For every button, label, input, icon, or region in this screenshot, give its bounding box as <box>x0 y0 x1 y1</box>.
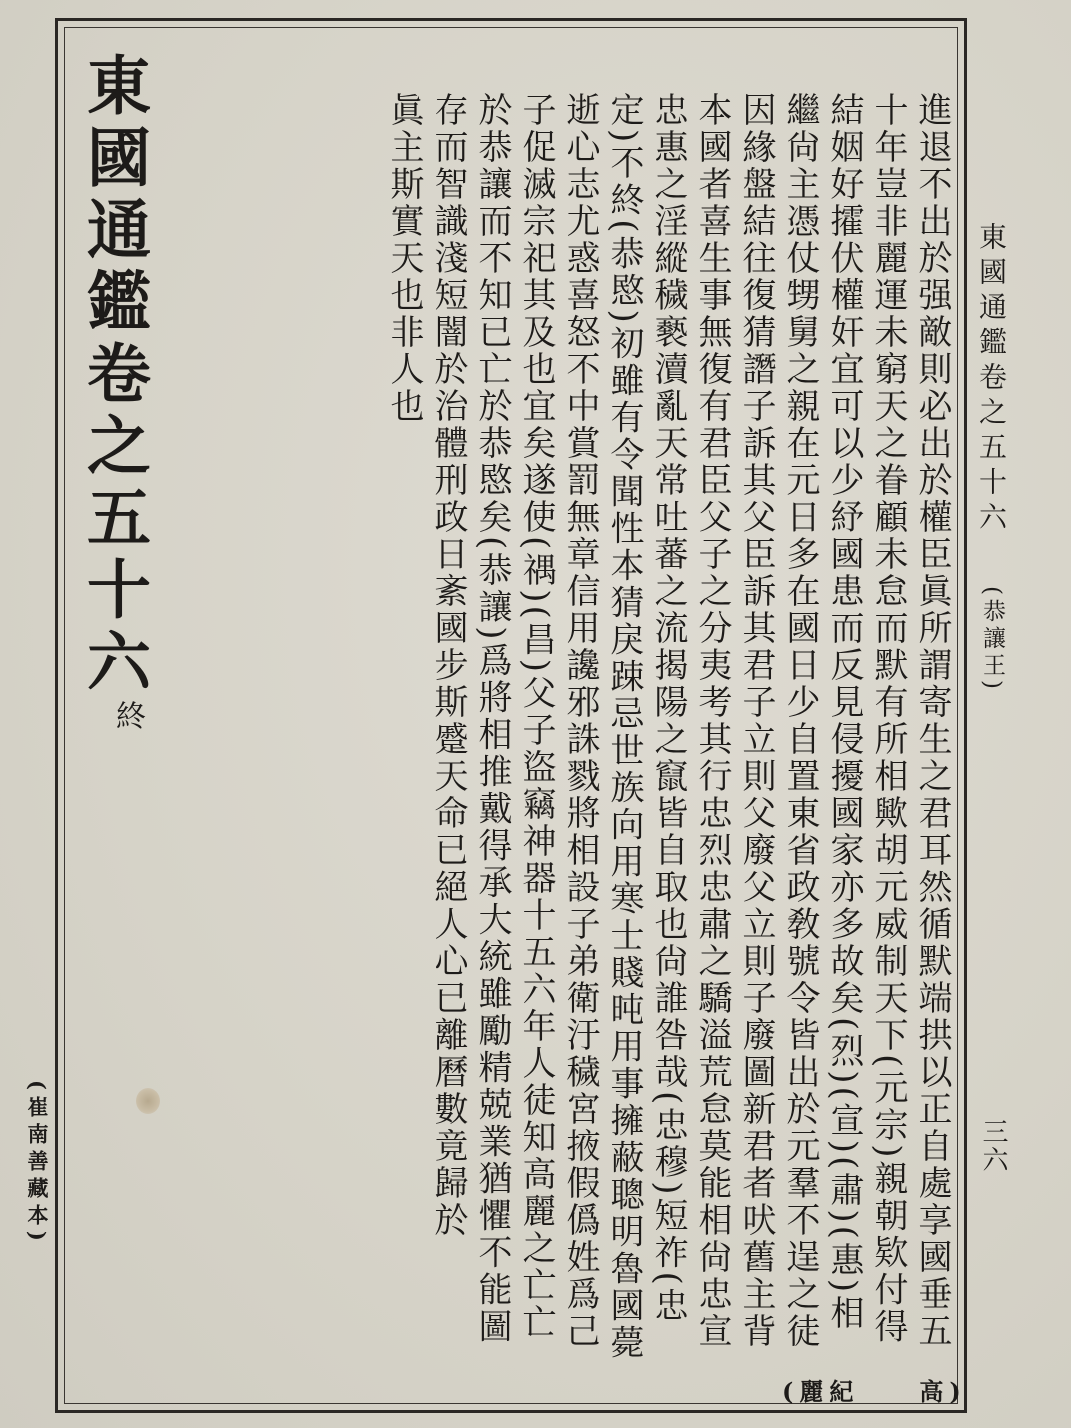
volume-title: 東國通鑑卷之五十六 <box>76 52 151 700</box>
text-column: 本國者喜生事無復有君臣父子之分夷考其行忠烈忠肅之驕溢荒怠莫能相尙忠宣 <box>692 92 732 1350</box>
text-column: 結姻好攉伏權奸宜可以少紓國患而反見侵擾國家亦多故矣(烈)(宣)(肅)(惠)相 <box>824 92 864 1333</box>
page-number: 三六 <box>978 1118 1008 1174</box>
text-column: 因緣盤結往復猜譖子訴其父臣訴其君子立則父廢父立則子廢圖新君者吠舊主背 <box>736 92 776 1350</box>
footer-label: (麗紀 高) <box>782 1377 967 1406</box>
paper-stain <box>136 1088 160 1114</box>
text-column: 子促滅宗祀其及也宜矣遂使(禑)(昌)父子盜竊神器十五六年人徒知高麗之亡亡 <box>516 92 556 1342</box>
text-column: 進退不出於强敵則必出於權臣眞所謂寄生之君耳然循默端拱以正自處享國垂五 <box>912 92 952 1350</box>
running-title: 東國通鑑卷之五十六 <box>975 222 1008 537</box>
text-column: 眞主斯實天也非人也 <box>384 92 424 425</box>
collection-mark: (崔南善藏本) <box>25 1080 50 1247</box>
text-column: 十年豈非麗運未窮天之眷顧未怠而默有所相歟胡元威制天下(元宗)親朝欵付得 <box>868 92 908 1346</box>
text-column: 定)不終(恭愍)初雖有令聞性本猜戾踈忌世族向用寒士賤旽用事擁蔽聰明魯國薨 <box>604 92 644 1362</box>
text-column: 存而智識淺短闇於治體刑政日紊國步斯蹙天命已絕人心已離曆數竟歸於 <box>428 92 468 1239</box>
text-column: 於恭讓而不知已亡於恭愍矣(恭讓)爲將相推戴得承大統雖勵精兢業猶懼不能圖 <box>472 92 512 1346</box>
end-mark: 終 <box>110 700 145 730</box>
text-column: 繼尙主憑仗甥舅之親在元日多在國日少自置東省政敎號令皆出於元羣不逞之徒 <box>780 92 820 1350</box>
running-section: (恭讓王) <box>979 586 1005 693</box>
text-column: 忠惠之淫縱穢褻瀆亂天常吐蕃之流揭陽之竄皆自取也尙誰咎哉(忠穆)短祚(忠 <box>648 92 688 1325</box>
text-column: 逝心志尤惑喜怒不中賞罰無章信用讒邪誅戮將相設子弟衛汙穢宮掖假僞姓爲己 <box>560 92 600 1350</box>
